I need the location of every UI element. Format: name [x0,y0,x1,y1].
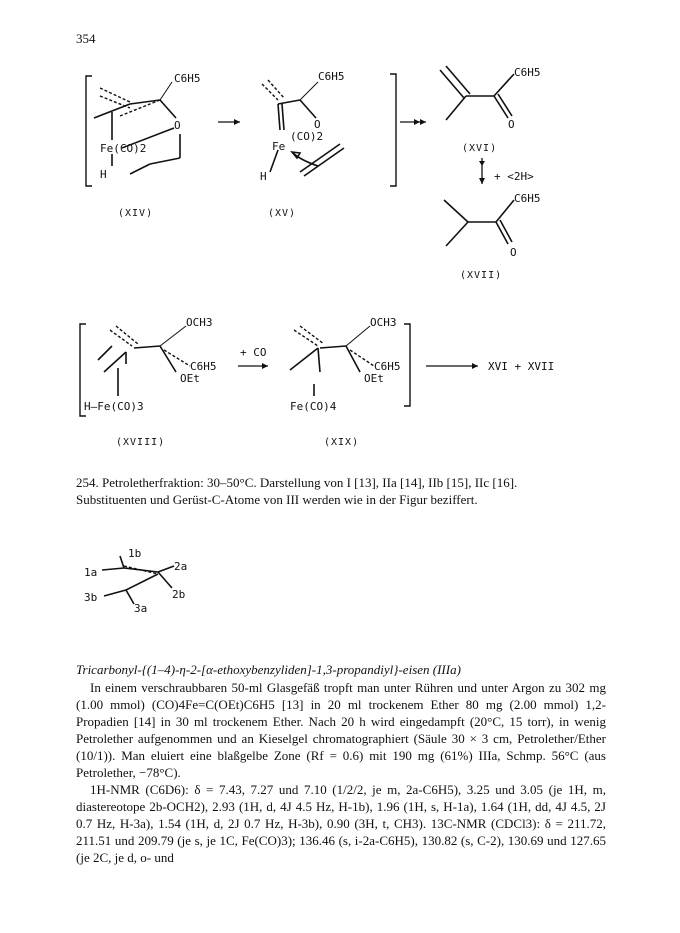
xvi-o: O [508,118,515,131]
xv-co2: (CO)2 [290,130,324,143]
label-xviii: (XVIII) [116,437,166,448]
section-line-2: Substituenten und Gerüst-C-Atome von III werden wie in der Figur beziffert. [76,492,478,507]
label-xvii: (XVII) [460,270,503,281]
label-xix: (XIX) [324,437,360,448]
arrow-xiv-xv [218,119,240,125]
xiv-o: O [174,119,181,132]
xiv-h: H [100,168,107,181]
paragraph-nmr: 1H-NMR (C6D6): δ = 7.43, 7.27 und 7.10 (1/2/2, je m, 2a-C6H5), 3.25 und 3.05 (je 1H, m, diastereotope 2b-OCH2), 2.93 (1H, d, 4J 4.5 Hz, H-1b), 1.96 (1H, s, H-1a), 1.64 (1H, dd, 4J 4.5, 2J 0.7 Hz, H-3a), 1.54 (1H, d, 2J 0.7 Hz, H-3b), 0.90 (3H, t, CH3). 13C-NMR (CDCl3): δ = 211.72, 211.51 und 209.79 (je s, je 1C, Fe(CO)3); 136.46 (s, i-2a-C6H5), 130.82 (s, C-2), 130.69 und 127.65 (je 2C, je d, o- und [76,782,606,865]
num-2a: 2a [174,560,188,573]
structure-xviii [98,326,190,396]
compound-title: Tricarbonyl-{(1–4)-η-2-[α-ethoxybenzyliden]-1,3-propandiyl}-eisen (IIIa) [76,662,461,677]
xviii-och3: OCH3 [186,316,213,329]
products-text: XVI + XVII [488,360,555,373]
num-1a: 1a [84,566,98,579]
page-number: 354 [76,31,96,46]
xv-o: O [314,118,321,131]
xviii-c6h5: C6H5 [190,360,217,373]
xix-oet: OEt [364,372,384,385]
xiv-c6h5: C6H5 [174,72,201,85]
num-3b: 3b [84,591,98,604]
reagent-2h: + <2H> [494,170,534,183]
arrow-xviii-xix [238,363,268,369]
structure-xix [290,326,374,396]
experimental-text [76,679,606,866]
structure-xvii [444,200,514,246]
structure-xvi [440,66,514,120]
label-xv: (XV) [268,208,297,219]
structure-xv [262,80,344,176]
paragraph-preparation: In einem verschraubbaren 50-ml Glasgefäß tropft man unter Rühren und unter Argon zu 302 mg (1.00 mmol) (CO)4Fe=C(OEt)C6H5 [13] in 20 ml trockenem Ether 80 mg (2.00 mmol) 1,2-Propadien [14] in 30 ml trockenem Ether. Nach 20 h wird eingedampft (20°C, 15 torr), in wenig Petrolether aufgenommen und an Kieselgel chromatographiert (Säule 30 × 3 cm, Petrolether/Ether (10/1)). Man eluiert eine blaßgelbe Zone (Rf = 0.6) mit 190 mg (61%) IIIa, Schmp. 56°C (aus Petrolether, −78°C). [76,680,606,780]
xviii-oet: OEt [180,372,200,385]
num-2b: 2b [172,588,186,601]
arrow-xvi-xvii [479,158,485,184]
num-3a: 3a [134,602,148,615]
reagent-co: + CO [240,346,267,359]
xvii-c6h5: C6H5 [514,192,541,205]
bracket-xiv-xv [86,74,396,186]
xix-c6h5: C6H5 [374,360,401,373]
section-header [76,474,606,508]
xv-c6h5: C6H5 [318,70,345,83]
xviii-fe: H—Fe(CO)3 [84,400,144,413]
xvi-c6h5: C6H5 [514,66,541,79]
structure-xiv [94,82,180,174]
xix-fe: Fe(CO)4 [290,400,337,413]
arrow-to-products [426,363,478,369]
section-line-1: 254. Petroletherfraktion: 30–50°C. Darstellung von I [13], IIa [14], IIb [15], IIc [16]. [76,475,518,490]
label-xvi: (XVI) [462,143,498,154]
numbering-figure [102,556,174,604]
xiv-fe: Fe(CO)2 [100,142,147,155]
arrow-xv-xvi [400,119,426,125]
xvii-o: O [510,246,517,259]
xv-fe: Fe [272,140,286,153]
num-1b: 1b [128,547,142,560]
xix-och3: OCH3 [370,316,397,329]
xv-h: H [260,170,267,183]
label-xiv: (XIV) [118,208,154,219]
